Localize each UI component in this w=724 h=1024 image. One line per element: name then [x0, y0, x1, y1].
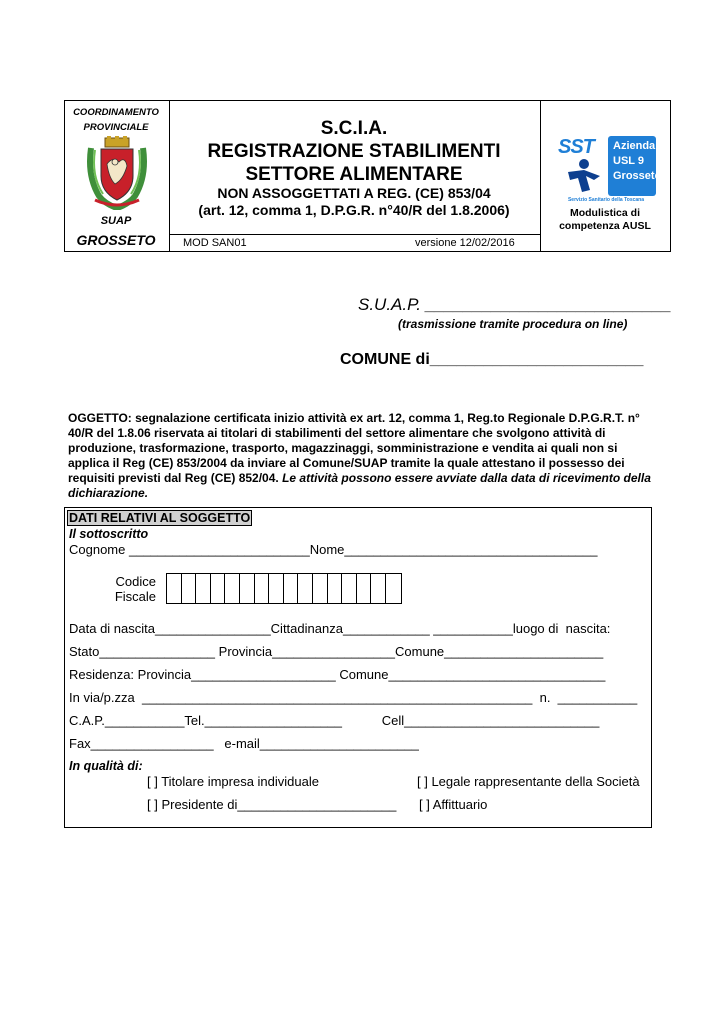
- ausl-logo-subtitle: Servizio Sanitario della Toscana: [567, 197, 645, 203]
- fiscale-label: Fiscale: [114, 589, 156, 604]
- header-divider-bottom: [170, 234, 540, 235]
- via-field[interactable]: In via/p.zza ______________________________________________________ n. ___________: [69, 690, 638, 705]
- codice-fiscale-cell[interactable]: [182, 574, 197, 603]
- cognome-nome-field[interactable]: Cognome _________________________Nome___________________________________: [69, 542, 598, 557]
- residenza-field[interactable]: Residenza: Provincia____________________ Comune______________________________: [69, 667, 606, 682]
- oggetto-text: : segnalazione certificata inizio attività ex art. 12, comma 1, Reg.to Regionale D.P.G.R.T. n° 40/R del 1.8.06 riservata ai titolari di stabilimenti del settore alimentare che svolgono attività di produzione, trasformazione, trasporto, magazzinaggi, somministrazione e vendita ai quali non si applica il Reg (CE) 853/2004 da inviare al Comune/SUAP tramite la quale attestano il possesso dei requisiti previsti dal Reg (CE) 852/04.: [68, 411, 640, 485]
- title-art12: (art. 12, comma 1, D.P.G.R. n°40/R del 1.8.2006): [198, 202, 510, 218]
- option-affittuario[interactable]: [ ] Affittuario: [419, 797, 488, 812]
- option-presidente[interactable]: [ ] Presidente di______________________: [147, 797, 397, 812]
- oggetto-paragraph: [68, 411, 658, 501]
- codice-label: Codice: [115, 574, 156, 589]
- codice-fiscale-cell[interactable]: [386, 574, 401, 603]
- mod-code: MOD SAN01: [183, 237, 247, 249]
- modulistica-line-1: Modulistica di: [569, 207, 640, 219]
- title-non-assoggettati: NON ASSOGGETTATI A REG. (CE) 853/04: [217, 185, 491, 201]
- codice-fiscale-cell[interactable]: [211, 574, 226, 603]
- oggetto-italic-note: Le attività possono essere avviate dalla data di ricevimento della dichiarazione.: [68, 471, 651, 500]
- option-legale[interactable]: [ ] Legale rappresentante della Società: [417, 774, 640, 789]
- version-label: versione 12/02/2016: [415, 237, 515, 249]
- codice-fiscale-cell[interactable]: [196, 574, 211, 603]
- comune-line[interactable]: COMUNE di________________________: [340, 351, 644, 368]
- ausl-logo-box: [608, 136, 662, 196]
- codice-fiscale-cell[interactable]: [328, 574, 343, 603]
- title-registrazione: REGISTRAZIONE STABILIMENTI: [207, 141, 501, 162]
- ausl-logo-line-3: Grosseto: [613, 170, 662, 182]
- codice-fiscale-grid[interactable]: [166, 573, 402, 604]
- stato-field[interactable]: Stato________________ Provincia_________________Comune______________________: [69, 644, 604, 659]
- trasmissione-note: (trasmissione tramite procedura on line): [398, 317, 628, 331]
- section-title: DATI RELATIVI AL SOGGETTO: [69, 511, 251, 525]
- cap-tel-cell-field[interactable]: C.A.P.___________Tel.___________________ Cell___________________________: [69, 713, 600, 728]
- suap-recipient-line[interactable]: S.U.A.P. __________________________: [358, 295, 672, 314]
- runner-figure-icon: [560, 158, 606, 194]
- fax-email-field[interactable]: Fax_________________ e-mail______________________: [69, 736, 419, 751]
- suap-label: SUAP: [100, 215, 132, 227]
- title-settore: SETTORE ALIMENTARE: [245, 164, 463, 185]
- ausl-logo-sst: SST: [558, 136, 594, 158]
- ausl-logo-line-2: USL 9: [613, 155, 644, 167]
- codice-fiscale-cell[interactable]: [225, 574, 240, 603]
- codice-fiscale-cell[interactable]: [298, 574, 313, 603]
- ausl-logo-line-1: Azienda: [613, 140, 656, 152]
- codice-fiscale-cell[interactable]: [240, 574, 255, 603]
- provinciale-label: PROVINCIALE: [83, 122, 149, 133]
- codice-fiscale-cell[interactable]: [284, 574, 299, 603]
- nascita-field[interactable]: Data di nascita________________Cittadinanza____________ ___________luogo di nascita:: [69, 621, 611, 636]
- ausl-logo: [556, 136, 662, 206]
- title-scia: S.C.I.A.: [320, 118, 388, 139]
- codice-fiscale-cell[interactable]: [167, 574, 182, 603]
- qualita-label: In qualità di:: [69, 759, 143, 773]
- option-titolare[interactable]: [ ] Titolare impresa individuale: [147, 774, 319, 789]
- modulistica-line-2: competenza AUSL: [559, 220, 651, 232]
- codice-fiscale-cell[interactable]: [357, 574, 372, 603]
- sottoscritto-label: Il sottoscritto: [69, 527, 149, 541]
- codice-fiscale-cell[interactable]: [269, 574, 284, 603]
- grosseto-label: GROSSETO: [76, 232, 156, 248]
- codice-fiscale-cell[interactable]: [255, 574, 270, 603]
- coat-of-arms-icon: [85, 136, 149, 210]
- codice-fiscale-cell[interactable]: [342, 574, 357, 603]
- oggetto-label: OGGETTO: [68, 411, 128, 425]
- codice-fiscale-cell[interactable]: [371, 574, 386, 603]
- codice-fiscale-cell[interactable]: [313, 574, 328, 603]
- coordinamento-label: COORDINAMENTO: [73, 107, 159, 118]
